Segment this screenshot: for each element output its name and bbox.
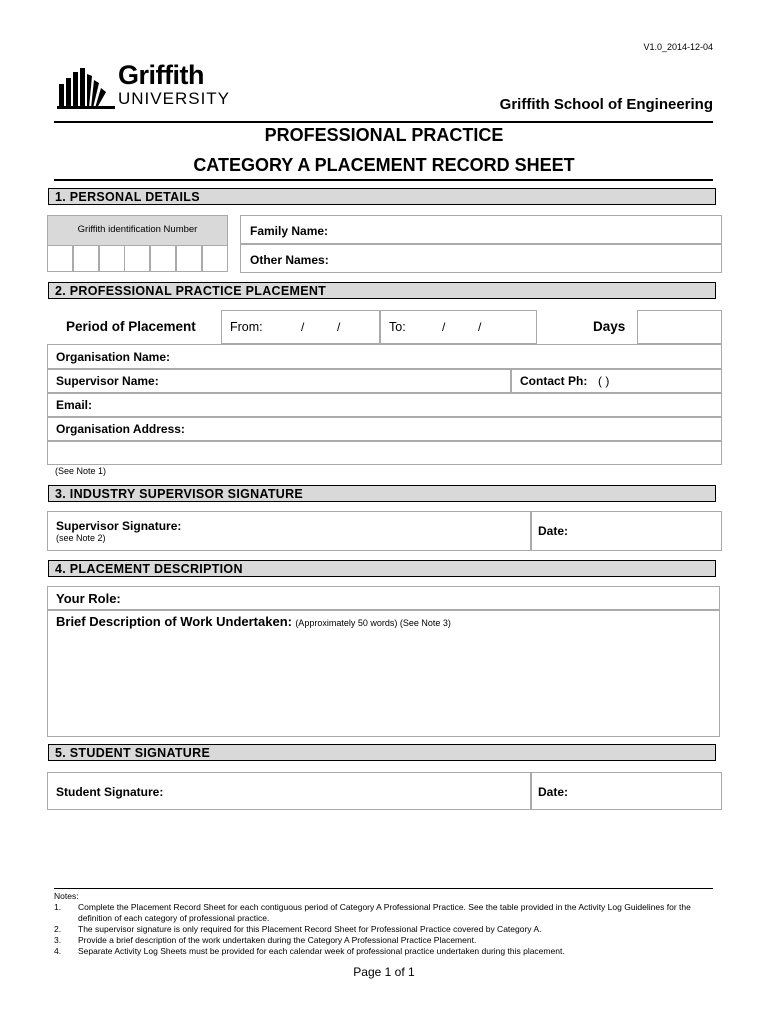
id-digit-field[interactable] (99, 245, 125, 272)
period-label: Period of Placement (66, 319, 196, 334)
notes-heading: Notes: (54, 891, 79, 901)
from-label: From: (230, 320, 263, 334)
student-signature-field[interactable] (47, 772, 531, 810)
student-date-field[interactable] (531, 772, 722, 810)
family-name-label: Family Name: (250, 224, 329, 238)
note-number: 2. (54, 924, 62, 934)
section-header-placement: 2. PROFESSIONAL PRACTICE PLACEMENT (48, 282, 716, 299)
id-digit-field[interactable] (124, 245, 150, 272)
to-label: To: (389, 320, 406, 334)
date-label: Date: (538, 524, 569, 538)
logo-subtitle: UNIVERSITY (118, 89, 231, 108)
family-name-field[interactable] (240, 215, 722, 244)
divider (54, 888, 713, 889)
days-label: Days (593, 319, 626, 334)
section-header-student-signature: 5. STUDENT SIGNATURE (48, 744, 716, 761)
id-digit-field[interactable] (202, 245, 228, 272)
note-text: The supervisor signature is only required for this Placement Record Sheet for Professional Practice covered by Category A. (78, 924, 542, 934)
notes-block (54, 891, 716, 957)
student-signature-label: Student Signature: (56, 785, 164, 799)
other-names-field[interactable] (240, 244, 722, 273)
note-number: 4. (54, 946, 62, 956)
griffith-id-block (47, 215, 228, 273)
version-label: V1.0_2014-12-04 (643, 42, 713, 52)
note-text: Separate Activity Log Sheets must be provided for each calendar week of professional practice undertaken during this placement. (78, 946, 565, 956)
note-reference: (see Note 2) (56, 533, 106, 543)
work-description-field[interactable] (47, 610, 720, 737)
note-text: Complete the Placement Record Sheet for each contiguous period of Category A Professional Practice. See the table provided in the Activity Log Guidelines for the definition of each category of professional practice. (78, 902, 691, 923)
id-digit-field[interactable] (47, 245, 73, 272)
supervisor-signature-label: Supervisor Signature: (56, 519, 182, 533)
school-name: Griffith School of Engineering (499, 96, 713, 113)
logo-wordmark: Griffith (118, 60, 204, 90)
work-description-label-group (56, 614, 451, 629)
email-field[interactable] (47, 393, 722, 417)
note-item (54, 946, 716, 957)
note-item (54, 935, 716, 946)
supervisor-date-field[interactable] (531, 511, 722, 551)
page-number: Page 1 of 1 (353, 965, 415, 979)
note-reference: (See Note 1) (55, 466, 107, 476)
supervisor-name-field[interactable] (47, 369, 511, 393)
note-number: 1. (54, 902, 62, 912)
divider (54, 121, 713, 123)
section-header-placement-description: 4. PLACEMENT DESCRIPTION (48, 560, 716, 577)
note-number: 3. (54, 935, 62, 945)
date-separator: / (478, 320, 482, 334)
organisation-address-field[interactable] (47, 417, 722, 441)
your-role-label: Your Role: (56, 591, 121, 606)
from-date-field[interactable] (221, 310, 380, 344)
date-separator: / (442, 320, 446, 334)
your-role-field[interactable] (47, 586, 720, 610)
page-subtitle: CATEGORY A PLACEMENT RECORD SHEET (193, 155, 575, 175)
supervisor-signature-field[interactable] (47, 511, 531, 551)
email-label: Email: (56, 398, 93, 412)
work-description-note: (Approximately 50 words) (See Note 3) (295, 618, 451, 628)
note-item (54, 924, 716, 935)
phone-area-code: ( ) (598, 374, 610, 388)
id-digit-field[interactable] (176, 245, 202, 272)
days-field[interactable] (637, 310, 722, 344)
id-digit-field[interactable] (73, 245, 99, 272)
date-separator: / (301, 320, 305, 334)
section-header-supervisor-signature: 3. INDUSTRY SUPERVISOR SIGNATURE (48, 485, 716, 502)
work-description-label: Brief Description of Work Undertaken: (56, 614, 292, 629)
note-text: Provide a brief description of the work undertaken during the Category A Professional Practice Placement. (78, 935, 477, 945)
divider (54, 179, 713, 181)
supervisor-name-label: Supervisor Name: (56, 374, 159, 388)
page-title: PROFESSIONAL PRACTICE (264, 125, 504, 145)
organisation-name-field[interactable] (47, 344, 722, 369)
organisation-address-label: Organisation Address: (56, 422, 185, 436)
organisation-name-label: Organisation Name: (56, 350, 171, 364)
contact-phone-label: Contact Ph: (520, 374, 588, 388)
date-separator: / (337, 320, 341, 334)
date-label: Date: (538, 785, 569, 799)
section-header-personal-details: 1. PERSONAL DETAILS (48, 188, 716, 205)
other-names-label: Other Names: (250, 253, 329, 267)
griffith-logo-icon (57, 66, 117, 110)
note-item (54, 902, 716, 924)
griffith-id-label: Griffith identification Number (47, 215, 228, 246)
to-date-field[interactable] (380, 310, 537, 344)
id-digit-field[interactable] (150, 245, 176, 272)
organisation-address-line2[interactable] (47, 441, 722, 465)
contact-phone-field[interactable] (511, 369, 722, 393)
